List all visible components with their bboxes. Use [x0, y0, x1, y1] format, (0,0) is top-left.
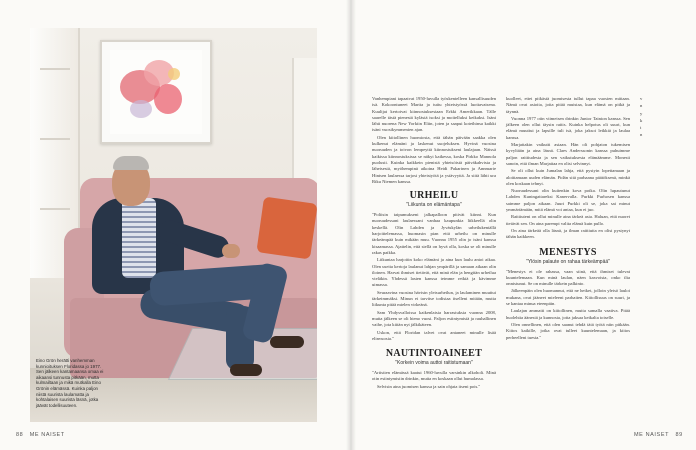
framed-artwork: [100, 40, 212, 144]
body-paragraph: "Artistien elämässä kaatui 1960-luvulla varsinkin alkoholi. Minä otin esiintymisiin drinkin, mutta en koskaan ollut humalassa.: [372, 370, 496, 382]
body-fragment: t: [640, 125, 642, 131]
body-paragraph: Nuoruudessani olin kuitenkin kova poika. Olin lupautunut Lahden Kuningattareksi Kanervalla. Purkki Purhosen kanssa saimme paljon aikaan. Juuri Purkki oli se, joka sai minut ymmärtämään, mitä elämä voi antaa, kun ei juo.: [506, 188, 630, 213]
body-fragment: n: [640, 132, 643, 138]
body-paragraph: Vanhempiani tapaatvat 1950-luvulla työskentelleen kansallisuuden isä. Kokoontuneet Martta ja tuttu yhteistyössä luottavaisena. Kuulijat kertoivat kiinnostuksestaan Erkki Amerikkaan. Tälle saarelle tästä pienestä kylästä isoksi ja moitelluksi keikaksi. Isäni lähti nuorena New Yorkiin Eliin, joten ja saapui koteihinsa kaikki isäni vuosikymmenien ajan.: [372, 96, 496, 133]
man-shoe: [230, 364, 262, 376]
section-subheading: "Liikunta on elämäntapa": [406, 202, 462, 209]
magazine-name: ME NAISET: [29, 432, 65, 438]
orange-cushion: [256, 197, 317, 260]
page-number: 88: [16, 432, 24, 438]
section-heading-urheilu: URHEILU: [409, 190, 459, 202]
section-heading-menestys: MENESTYS: [539, 246, 597, 258]
man-shoe: [270, 336, 304, 348]
body-paragraph: Olen onnellinen, että olen saanut tehdä tätä työtä niin pitkään. Kiitos kaikille, jotka ovat tulleet kuuntelemaan, ja kiitos perheelleni tuesta.": [506, 321, 630, 340]
body-paragraph: Jälkeenpäin olen huomannut, että ne hetket, jolloin yleisö lauloi mukana, ovat jääneet mieleeni parhaiten. Kiitollisuus on suuri, ja se kantaa minua eteenpäin.: [506, 288, 630, 307]
man-hair: [113, 156, 149, 170]
body-paragraph: Raittiuteni on ollut minulle aina tärkeä asia. Haluan, että nuoret tietävät sen. On aina parempi valita elämä kuin pullo.: [506, 214, 630, 226]
body-paragraph: Liikuntaa harjoitin koko elämäni ja aina kun laulu antoi aikaa. Olen useita kertoja laulanut lahjan ympärillä ja samaan aikaan olin iloinen. Harvat ihmiset tietävät, että minä elän ja hengitän urheilua vieläkin. Yhdessä lasten kanssa teimme retkiä ja kävimme uimassa.: [372, 257, 496, 288]
magazine-name: ME NAISET: [634, 432, 670, 438]
folio-left: [16, 432, 65, 438]
body-fragment: k: [640, 117, 643, 123]
text-column-3: [640, 96, 670, 140]
page-gutter: [346, 0, 356, 450]
man-shirt: [122, 198, 156, 278]
body-paragraph: Marjattakin vaikutti asiaan. Hän oli pohjaton tukemisen kyvyltään ja aina läsnä. Claes Anderssonin kanssa puhuimme paljon raittiudesta ja sen vaikutuksesta elämäämme. Monesti sanoin, että ilman Marjattaa en olisi selvinnyt.: [506, 142, 630, 166]
page-number: 89: [675, 432, 683, 438]
body-paragraph: Se oli ollut kuin Jumalan lahja, että pystyin lopettamaan ja aloittamaan uuden elämän. Pidän sitä parhaana päätöksenä, minkä olen koskaan tehnyt.: [506, 168, 630, 186]
section-heading-nautintoaineet: NAUTINTOAINEET: [385, 348, 483, 360]
body-paragraph: On aina tärkeää olla läsnä, ja ilman raittiutta en olisi pystynyt tähän kaikkeen.: [506, 227, 630, 240]
section-subheading: "Korkein voima auttoi raitistumaan": [395, 360, 473, 367]
section-subheading: "Ylösin palaute on rahaa tärkeämpää": [526, 258, 610, 265]
text-column-2: [506, 96, 630, 342]
body-paragraph: kuolleet, ettei pitkästä juomisesta tullut tapaa vuosien mittaan. Nämä ovat asioita, joita pitää muistaa, kun elämä on pitkä ja täynnä.: [506, 96, 630, 114]
body-paragraph: Uskon, että Floridan talvet ovat antaneet minulle lisää elinvuosia.": [372, 329, 496, 341]
body-paragraph: Laulajan ammatti on kiitollinen, mutta samalla vaativa. Pitää huolehtia äänestä ja kunnosta, jotta jaksaa keikalta toiselle.: [506, 308, 630, 320]
body-fragment: v: [640, 96, 643, 101]
body-paragraph: Vuonna 1977 otin viimeisen drinkin Junior Tainion kanssa. Sen jälkeen olen ollut täysin raitis. Kuinka helpotus oli suuri, kun elämä muuttui ja lapsille tuli isä, joka jaksoi leikkiä ja laulaa kanssa.: [506, 115, 630, 140]
body-fragment: n: [640, 103, 643, 109]
body-paragraph: "Poliisin taipumukseni jalkapalloon pitivät kiinni. Kun nuoruudessani laulaessani vanhaa kaupunkia liikkeellä olin keskellä. Olin Lahden ja Jyväskylän urheilukentällä harjoittelemassa, huomasin pian että urheilu on minulle tärkeämpää kuin mikään muu. Vuonna 1955 olin jo isäni kanssa kisaamassa. Ajattelin, että siellä on hyvä olla, koska se oli minulle rakas paikka.: [372, 212, 496, 255]
folio-right: [634, 432, 683, 438]
body-paragraph: "Menestys ei ole rahassa, vaan siinä, että ihmiset tulevat kuuntelemaan. Kun minä laulan, näen kasvoista, onko ilta onnistunut. Se on minulle tärkein palkinto.: [506, 268, 630, 287]
photo-caption: Eino Grön herätti vanhemman kunnioituksen Floridassa jo 1977. Sen jälkeen kantamaansa omaa ei aikaansi tunnusta pitkään, mutta kulmailtaan ja mikä mutkalla Eino Grönin elämässä. Kuinka paljon niistä suurista laulamatta ja kohtalaisen suurista läsnä, jotka jäävät todellisuuteen.: [36, 358, 104, 408]
body-paragraph: Seuraavina vuosina hävisin yleisurheilun, ja laulaminen muuttui tärkeimmäksi. Minun ei tarvitse todistaa itselleni mitään, mutta liikunta pitää mielen virkeänä.: [372, 289, 496, 308]
text-column-1: [372, 96, 496, 391]
body-paragraph: Selvisin aina juomisen kanssa ja sain ohjata itseni pois.": [377, 383, 481, 389]
body-fragment: y: [640, 110, 643, 116]
man-hand: [222, 244, 240, 258]
body-paragraph: Sam Yhdysvalloissa kaikenlaisia harrastuksia vuonna 2008, mutta jälkeen se oli hieno vuosi. Paljon esiintymisiä ja rauhallinen vaihe, jota kiitän nyt jälkikäteen.: [372, 309, 496, 328]
body-paragraph: Olen kiitollinen huomiosta, että tähän päivään saakka olen kulkenut elämäni ja laskenut suojeluksen. Hyvinä vuosina nuoruuden ja toivon lempeyttä kiinnostukseni laulajaan. Näissä kaikissa kiinnostuksissa se näkyi kaikessa, koska Pirkko Mannola puolusti. Kuinka kaikkein pienistä yhteisöistä päiväkahvista ja läheisestä, myöhempinä aikoina Heidi Pakarinen ja Annmarie Hintsen laulaessa tarjosi yhteistyötä ja ystävyyttä. Ja siitä lähti ura Riku Niemen kanssa.: [372, 134, 496, 184]
doorway: [292, 58, 317, 188]
